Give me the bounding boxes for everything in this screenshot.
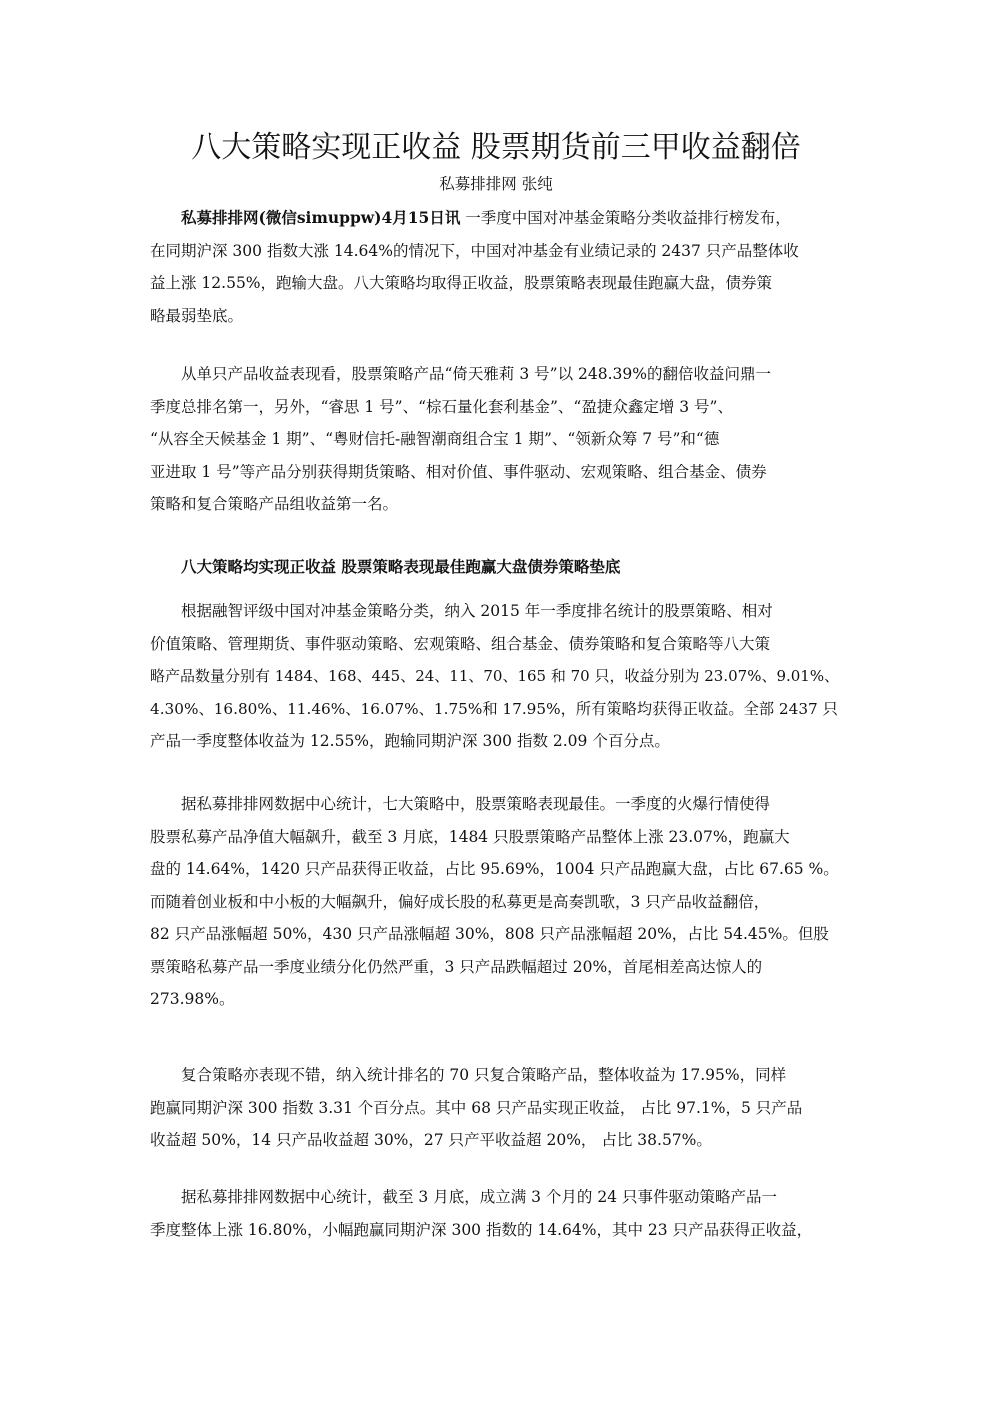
- paragraph-line-text: 一季度中国对冲基金策略分类收益排行榜发布，: [460, 209, 791, 227]
- article-byline: 私募排排网 张纯: [439, 175, 553, 193]
- paragraph-line: 273.98%。: [150, 990, 235, 1008]
- paragraph-line: 跑赢同期沪深 300 指数 3.31 个百分点。其中 68 只产品实现正收益， 占比 97.1%，5 只产品: [150, 1098, 803, 1117]
- paragraph-line: 策略和复合策略产品组收益第一名。: [150, 495, 399, 513]
- paragraph-line: 82 只产品涨幅超 50%，430 只产品涨幅超 30%，808 只产品涨幅超 20%，占比 54.45%。但股: [150, 925, 829, 943]
- paragraph-line: 盘的 14.64%，1420 只产品获得正收益，占比 95.69%，1004 只产品跑赢大盘，占比 67.65 %。: [150, 860, 839, 878]
- paragraph-line: 根据融智评级中国对冲基金策略分类，纳入 2015 年一季度排名统计的股票策略、相对: [181, 602, 773, 620]
- paragraph-line: 而随着创业板和中小板的大幅飙升，偏好成长股的私募更是高奏凯歌，3 只产品收益翻倍，: [150, 892, 770, 911]
- paragraph-line: 亚进取 1 号”等产品分别获得期货策略、相对价值、事件驱动、宏观策略、组合基金、债券: [150, 462, 767, 481]
- paragraph-line: 复合策略亦表现不错，纳入统计排名的 70 只复合策略产品，整体收益为 17.95%，同样: [181, 1066, 787, 1084]
- paragraph-line: 收益超 50%，14 只产品收益超 30%，27 只产平收益超 20%， 占比 38.57%。: [150, 1131, 712, 1149]
- paragraph-line: 略最弱垫底。: [150, 306, 244, 325]
- paragraph-line: 季度整体上涨 16.80%，小幅跑赢同期沪深 300 指数的 14.64%，其中 23 只产品获得正收益，: [150, 1220, 813, 1239]
- paragraph-line: [150, 202, 842, 235]
- paragraph-line: 价值策略、管理期货、事件驱动策略、宏观策略、组合基金、债券策略和复合策略等八大策: [150, 634, 771, 653]
- paragraph-intro: [150, 202, 842, 332]
- paragraph-stock-strategy: [150, 788, 842, 1016]
- paragraph-line: 产品一季度整体收益为 12.55%，跑输同期沪深 300 指数 2.09 个百分点。: [150, 732, 670, 750]
- paragraph-line: “从容全天候基金 1 期”、“粤财信托-融智潮商组合宝 1 期”、“领新众筹 7 号”和“德: [150, 430, 720, 448]
- paragraph-line: 据私募排排网数据中心统计，截至 3 月底，成立满 3 个月的 24 只事件驱动策略产品一: [181, 1188, 778, 1206]
- paragraph-line: 益上涨 12.55%，跑输大盘。八大策略均取得正收益，股票策略表现最佳跑赢大盘，债券策: [150, 274, 773, 292]
- paragraph-line: 在同期沪深 300 指数大涨 14.64%的情况下，中国对冲基金有业绩记录的 2437 只产品整体收: [150, 241, 799, 260]
- paragraph-line: 季度总排名第一，另外，“睿思 1 号”、“棕石量化套利基金”、“盈捷众鑫定增 3 号”、: [150, 397, 733, 416]
- dateline-lead: 私募排排网(微信simuppw)4月15日讯: [181, 208, 461, 227]
- paragraph-line: 从单只产品收益表现看，股票策略产品“倚天雅莉 3 号”以 248.39%的翻倍收益问鼎一: [181, 365, 771, 383]
- paragraph-line: 略产品数量分别有 1484、168、445、24、11、70、165 和 70 只，收益分别为 23.07%、9.01%、: [150, 667, 840, 685]
- article-title: 八大策略实现正收益 股票期货前三甲收益翻倍: [191, 130, 801, 165]
- paragraph-single-product: [150, 358, 842, 521]
- paragraph-strategy-overview: [150, 595, 842, 758]
- paragraph-composite-strategy: [150, 1059, 842, 1157]
- paragraph-event-driven: [150, 1181, 842, 1246]
- paragraph-line: 4.30%、16.80%、11.46%、16.07%、1.75%和 17.95%，所有策略均获得正收益。全部 2437 只: [150, 699, 838, 718]
- paragraph-line: 票策略私募产品一季度业绩分化仍然严重，3 只产品跌幅超过 20%，首尾相差高达惊人的: [150, 957, 763, 976]
- section-subheading: 八大策略均实现正收益 股票策略表现最佳跑赢大盘债券策略垫底: [181, 557, 621, 576]
- paragraph-line: 股票私募产品净值大幅飙升，截至 3 月底，1484 只股票策略产品整体上涨 23.07%，跑赢大: [150, 827, 790, 846]
- paragraph-line: 据私募排排网数据中心统计，七大策略中，股票策略表现最佳。一季度的火爆行情使得: [181, 795, 771, 813]
